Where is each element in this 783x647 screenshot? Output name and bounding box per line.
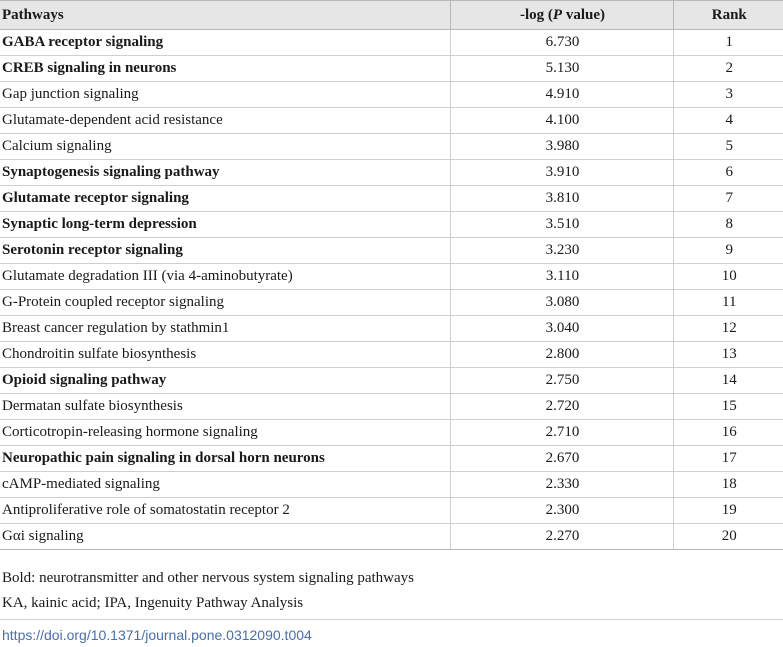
table-row — [0, 342, 783, 368]
table-body — [0, 30, 783, 550]
rank-cell: 11 — [673, 290, 783, 316]
log-p-value-cell: 5.130 — [450, 56, 673, 82]
pathway-name-cell: Breast cancer regulation by stathmin1 — [0, 316, 450, 342]
rank-cell: 7 — [673, 186, 783, 212]
footnote-bold: Bold: neurotransmitter and other nervous system signaling pathways — [2, 570, 415, 586]
header-pathways: Pathways — [0, 1, 450, 30]
pathway-name-cell: Serotonin receptor signaling — [0, 238, 450, 264]
table-row — [0, 446, 783, 472]
log-p-value-cell: 3.980 — [450, 134, 673, 160]
rank-cell: 14 — [673, 368, 783, 394]
table-row — [0, 290, 783, 316]
pathway-name-cell: Dermatan sulfate biosynthesis — [0, 394, 450, 420]
rank-cell: 18 — [673, 472, 783, 498]
header-value-suffix: value) — [562, 6, 605, 23]
table-row — [0, 82, 783, 108]
log-p-value-cell: 2.670 — [450, 446, 673, 472]
rank-cell: 13 — [673, 342, 783, 368]
pathway-name-cell: Neuropathic pain signaling in dorsal horn neurons — [0, 446, 450, 472]
pathway-name-cell: CREB signaling in neurons — [0, 56, 450, 82]
rank-cell: 5 — [673, 134, 783, 160]
table-row — [0, 316, 783, 342]
header-value-p: P — [552, 6, 563, 23]
table-row — [0, 160, 783, 186]
rank-cell: 20 — [673, 524, 783, 550]
rank-cell: 3 — [673, 82, 783, 108]
rank-cell: 10 — [673, 264, 783, 290]
pathway-name-cell: Gap junction signaling — [0, 82, 450, 108]
rank-cell: 9 — [673, 238, 783, 264]
log-p-value-cell: 3.110 — [450, 264, 673, 290]
pathway-name-cell: Corticotropin-releasing hormone signaling — [0, 420, 450, 446]
pathway-name-cell: Opioid signaling pathway — [0, 368, 450, 394]
header-value-prefix: -log ( — [519, 6, 553, 23]
rank-cell: 8 — [673, 212, 783, 238]
pathway-name-cell: GABA receptor signaling — [0, 30, 450, 56]
header-log-p-value — [450, 1, 673, 30]
log-p-value-cell: 2.800 — [450, 342, 673, 368]
pathway-name-cell: Synaptic long-term depression — [0, 212, 450, 238]
log-p-value-cell: 3.810 — [450, 186, 673, 212]
log-p-value-cell: 3.230 — [450, 238, 673, 264]
log-p-value-cell: 2.270 — [450, 524, 673, 550]
rank-cell: 19 — [673, 498, 783, 524]
pathway-name-cell: Glutamate receptor signaling — [0, 186, 450, 212]
log-p-value-cell: 6.730 — [450, 30, 673, 56]
pathway-name-cell: Synaptogenesis signaling pathway — [0, 160, 450, 186]
table-row — [0, 420, 783, 446]
pathway-name-cell: Glutamate degradation III (via 4-aminobutyrate) — [0, 264, 450, 290]
table-row — [0, 524, 783, 550]
log-p-value-cell: 3.510 — [450, 212, 673, 238]
pathway-name-cell: Chondroitin sulfate biosynthesis — [0, 342, 450, 368]
rank-cell: 17 — [673, 446, 783, 472]
log-p-value-cell: 2.720 — [450, 394, 673, 420]
pathway-name-cell: Antiproliferative role of somatostatin receptor 2 — [0, 498, 450, 524]
table-row — [0, 134, 783, 160]
log-p-value-cell: 2.330 — [450, 472, 673, 498]
table-row — [0, 264, 783, 290]
footnote-abbreviations: KA, kainic acid; IPA, Ingenuity Pathway Analysis — [2, 595, 304, 611]
pathway-name-cell: Calcium signaling — [0, 134, 450, 160]
rank-cell: 15 — [673, 394, 783, 420]
table-row — [0, 394, 783, 420]
log-p-value-cell: 3.040 — [450, 316, 673, 342]
pathway-name-cell: Gαi signaling — [0, 524, 450, 550]
header-rank: Rank — [673, 1, 783, 30]
table-header — [0, 1, 783, 30]
table-row — [0, 30, 783, 56]
table-footnotes — [2, 566, 414, 616]
log-p-value-cell: 2.300 — [450, 498, 673, 524]
rank-cell: 6 — [673, 160, 783, 186]
rank-cell: 1 — [673, 30, 783, 56]
table-row — [0, 212, 783, 238]
rank-cell: 4 — [673, 108, 783, 134]
header-row — [0, 1, 783, 30]
table-row — [0, 498, 783, 524]
pathway-name-cell: Glutamate-dependent acid resistance — [0, 108, 450, 134]
divider — [0, 619, 783, 620]
table-row — [0, 368, 783, 394]
rank-cell: 2 — [673, 56, 783, 82]
table-row — [0, 238, 783, 264]
log-p-value-cell: 4.100 — [450, 108, 673, 134]
log-p-value-cell: 4.910 — [450, 82, 673, 108]
table-row — [0, 56, 783, 82]
log-p-value-cell: 2.710 — [450, 420, 673, 446]
log-p-value-cell: 3.080 — [450, 290, 673, 316]
table-row — [0, 108, 783, 134]
pathway-name-cell: G-Protein coupled receptor signaling — [0, 290, 450, 316]
rank-cell: 16 — [673, 420, 783, 446]
doi-link[interactable]: https://doi.org/10.1371/journal.pone.0312090.t004 — [2, 627, 312, 643]
table-row — [0, 186, 783, 212]
pathway-name-cell: cAMP-mediated signaling — [0, 472, 450, 498]
log-p-value-cell: 2.750 — [450, 368, 673, 394]
table-row — [0, 472, 783, 498]
log-p-value-cell: 3.910 — [450, 160, 673, 186]
rank-cell: 12 — [673, 316, 783, 342]
